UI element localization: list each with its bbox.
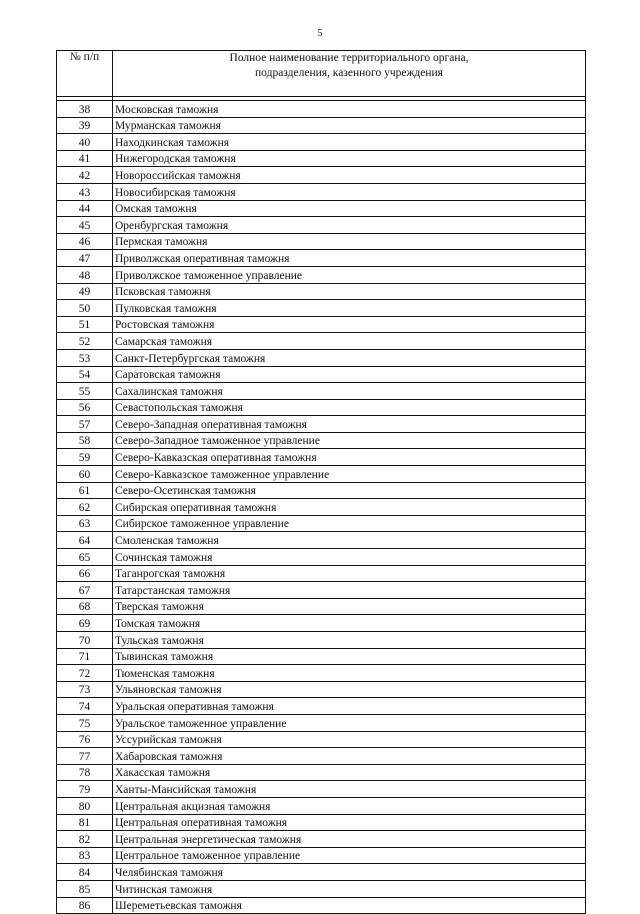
row-number-cell: 81 <box>57 814 113 831</box>
row-name-cell: Северо-Кавказская оперативная таможня <box>113 449 586 466</box>
table-row <box>57 416 586 433</box>
row-number-cell: 48 <box>57 266 113 283</box>
table-body <box>57 101 586 914</box>
row-name-cell: Северо-Западная оперативная таможня <box>113 416 586 433</box>
row-number-cell: 75 <box>57 714 113 731</box>
row-name-cell: Пулковская таможня <box>113 300 586 317</box>
table-row <box>57 532 586 549</box>
row-name-cell: Уральская оперативная таможня <box>113 698 586 715</box>
page-number: 5 <box>317 28 323 39</box>
row-name-cell: Читинская таможня <box>113 880 586 897</box>
row-number-cell: 83 <box>57 847 113 864</box>
table-row <box>57 366 586 383</box>
row-number-cell: 53 <box>57 349 113 366</box>
row-name-cell: Смоленская таможня <box>113 532 586 549</box>
row-name-cell: Тюменская таможня <box>113 665 586 682</box>
table-row <box>57 449 586 466</box>
table-row <box>57 499 586 516</box>
row-name-cell: Северо-Осетинская таможня <box>113 482 586 499</box>
row-number-cell: 39 <box>57 117 113 134</box>
row-number-cell: 78 <box>57 764 113 781</box>
table-row <box>57 383 586 400</box>
table-row <box>57 167 586 184</box>
row-name-cell: Новосибирская таможня <box>113 183 586 200</box>
table-row <box>57 217 586 234</box>
table-header-row <box>57 51 586 97</box>
row-name-cell: Тывинская таможня <box>113 648 586 665</box>
table-row <box>57 582 586 599</box>
row-name-cell: Хабаровская таможня <box>113 748 586 765</box>
table-row <box>57 482 586 499</box>
row-number-cell: 46 <box>57 233 113 250</box>
row-number-cell: 47 <box>57 250 113 267</box>
row-number-cell: 43 <box>57 183 113 200</box>
row-name-cell: Саратовская таможня <box>113 366 586 383</box>
table-row <box>57 814 586 831</box>
table-row <box>57 698 586 715</box>
row-name-cell: Челябинская таможня <box>113 864 586 881</box>
row-name-cell: Шереметьевская таможня <box>113 897 586 914</box>
row-number-cell: 73 <box>57 681 113 698</box>
row-name-cell: Ростовская таможня <box>113 316 586 333</box>
row-number-cell: 74 <box>57 698 113 715</box>
row-name-cell: Томская таможня <box>113 615 586 632</box>
table-row <box>57 549 586 566</box>
row-number-cell: 42 <box>57 167 113 184</box>
header-name-column <box>113 51 586 97</box>
row-name-cell: Мурманская таможня <box>113 117 586 134</box>
row-number-cell: 59 <box>57 449 113 466</box>
row-name-cell: Татарстанская таможня <box>113 582 586 599</box>
table-row <box>57 714 586 731</box>
row-number-cell: 50 <box>57 300 113 317</box>
row-number-cell: 62 <box>57 499 113 516</box>
row-name-cell: Центральное таможенное управление <box>113 847 586 864</box>
row-number-cell: 66 <box>57 565 113 582</box>
table-row <box>57 615 586 632</box>
row-name-cell: Псковская таможня <box>113 283 586 300</box>
table-row <box>57 101 586 118</box>
row-number-cell: 57 <box>57 416 113 433</box>
table-row <box>57 781 586 798</box>
row-name-cell: Центральная энергетическая таможня <box>113 831 586 848</box>
row-number-cell: 68 <box>57 598 113 615</box>
row-number-cell: 80 <box>57 797 113 814</box>
table-row <box>57 150 586 167</box>
row-number-cell: 55 <box>57 383 113 400</box>
row-name-cell: Северо-Западное таможенное управление <box>113 432 586 449</box>
table-row <box>57 349 586 366</box>
row-number-cell: 54 <box>57 366 113 383</box>
customs-bodies-table <box>56 50 586 914</box>
row-name-cell: Находкинская таможня <box>113 134 586 151</box>
row-name-cell: Таганрогская таможня <box>113 565 586 582</box>
row-number-cell: 63 <box>57 515 113 532</box>
table-row <box>57 681 586 698</box>
table-row <box>57 831 586 848</box>
row-name-cell: Приволжское таможенное управление <box>113 266 586 283</box>
table-row <box>57 797 586 814</box>
table-row <box>57 266 586 283</box>
table-row <box>57 665 586 682</box>
table-row <box>57 748 586 765</box>
table-row <box>57 183 586 200</box>
row-number-cell: 56 <box>57 399 113 416</box>
row-number-cell: 58 <box>57 432 113 449</box>
row-number-cell: 41 <box>57 150 113 167</box>
table-row <box>57 134 586 151</box>
row-number-cell: 38 <box>57 101 113 118</box>
row-number-cell: 49 <box>57 283 113 300</box>
row-name-cell: Центральная оперативная таможня <box>113 814 586 831</box>
row-number-cell: 71 <box>57 648 113 665</box>
row-name-cell: Севастопольская таможня <box>113 399 586 416</box>
row-name-cell: Ульяновская таможня <box>113 681 586 698</box>
row-name-cell: Уральское таможенное управление <box>113 714 586 731</box>
row-number-cell: 72 <box>57 665 113 682</box>
row-name-cell: Уссурийская таможня <box>113 731 586 748</box>
header-number-column: № п/п <box>57 51 113 97</box>
row-name-cell: Тульская таможня <box>113 632 586 649</box>
row-name-cell: Новороссийская таможня <box>113 167 586 184</box>
table-row <box>57 598 586 615</box>
row-name-cell: Сибирская оперативная таможня <box>113 499 586 516</box>
header-name-line-1: Полное наименование территориального органа, <box>229 52 469 64</box>
table-row <box>57 399 586 416</box>
table-row <box>57 316 586 333</box>
row-number-cell: 45 <box>57 217 113 234</box>
row-number-cell: 84 <box>57 864 113 881</box>
table-row <box>57 117 586 134</box>
table-row <box>57 466 586 483</box>
row-name-cell: Московская таможня <box>113 101 586 118</box>
row-number-cell: 79 <box>57 781 113 798</box>
row-number-cell: 70 <box>57 632 113 649</box>
table-row <box>57 648 586 665</box>
table-row <box>57 515 586 532</box>
row-number-cell: 61 <box>57 482 113 499</box>
header-name-line-2: подразделения, казенного учреждения <box>255 67 443 79</box>
table-row <box>57 250 586 267</box>
row-name-cell: Самарская таможня <box>113 333 586 350</box>
row-number-cell: 44 <box>57 200 113 217</box>
row-name-cell: Ханты-Мансийская таможня <box>113 781 586 798</box>
table-row <box>57 333 586 350</box>
table-row <box>57 731 586 748</box>
row-name-cell: Сочинская таможня <box>113 549 586 566</box>
row-number-cell: 60 <box>57 466 113 483</box>
table-row <box>57 897 586 914</box>
row-name-cell: Нижегородская таможня <box>113 150 586 167</box>
row-name-cell: Сибирское таможенное управление <box>113 515 586 532</box>
row-name-cell: Санкт-Петербургская таможня <box>113 349 586 366</box>
row-name-cell: Северо-Кавказское таможенное управление <box>113 466 586 483</box>
row-number-cell: 65 <box>57 549 113 566</box>
row-name-cell: Тверская таможня <box>113 598 586 615</box>
table-row <box>57 300 586 317</box>
row-number-cell: 69 <box>57 615 113 632</box>
row-number-cell: 77 <box>57 748 113 765</box>
row-number-cell: 51 <box>57 316 113 333</box>
row-number-cell: 86 <box>57 897 113 914</box>
row-name-cell: Омская таможня <box>113 200 586 217</box>
row-name-cell: Центральная акцизная таможня <box>113 797 586 814</box>
row-number-cell: 52 <box>57 333 113 350</box>
table-row <box>57 847 586 864</box>
row-name-cell: Приволжская оперативная таможня <box>113 250 586 267</box>
table-row <box>57 283 586 300</box>
row-number-cell: 82 <box>57 831 113 848</box>
row-name-cell: Хакасская таможня <box>113 764 586 781</box>
table-row <box>57 432 586 449</box>
row-number-cell: 64 <box>57 532 113 549</box>
table-row <box>57 864 586 881</box>
table-row <box>57 200 586 217</box>
row-name-cell: Сахалинская таможня <box>113 383 586 400</box>
table-row <box>57 565 586 582</box>
table-row <box>57 880 586 897</box>
row-number-cell: 85 <box>57 880 113 897</box>
row-number-cell: 67 <box>57 582 113 599</box>
row-name-cell: Оренбургская таможня <box>113 217 586 234</box>
row-number-cell: 40 <box>57 134 113 151</box>
table-row <box>57 632 586 649</box>
row-name-cell: Пермская таможня <box>113 233 586 250</box>
table-row <box>57 764 586 781</box>
row-number-cell: 76 <box>57 731 113 748</box>
table-row <box>57 233 586 250</box>
